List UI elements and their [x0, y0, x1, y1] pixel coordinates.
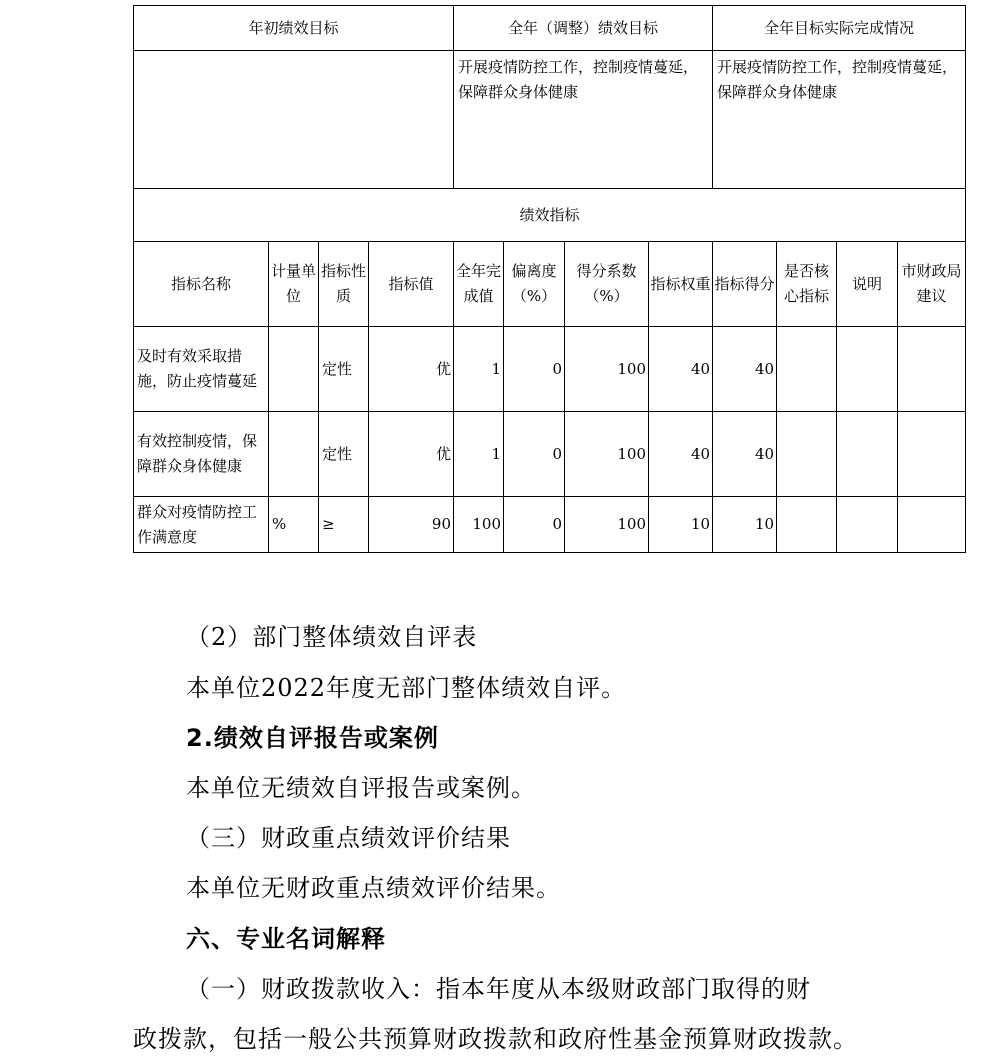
goal-header-row: [134, 6, 966, 51]
core-cell: [777, 497, 837, 553]
notes-cell: [837, 497, 898, 553]
notes-cell: [837, 327, 898, 412]
core-cell: [777, 327, 837, 412]
score-cell: 10: [713, 497, 777, 553]
body-paragraph: 本单位2022年度无部门整体绩效自评。: [186, 674, 627, 702]
target-value-cell: 优: [369, 327, 454, 412]
unit-cell: [269, 412, 319, 497]
section-heading: 六、专业名词解释: [186, 925, 386, 953]
actual-value-cell: 1: [454, 412, 504, 497]
indicator-name: 群众对疫情防控工作满意度: [134, 497, 269, 553]
table-row: [134, 497, 966, 553]
col-actual-value: 全年完成值: [454, 242, 504, 327]
col-score-coefficient: 得分系数（%）: [565, 242, 649, 327]
target-value-cell: 优: [369, 412, 454, 497]
actual-value-cell: 1: [454, 327, 504, 412]
column-header-row: [134, 242, 966, 327]
definition-paragraph: （一）财政拨款收入：指本年度从本级财政部门取得的财: [186, 975, 811, 1003]
suggestion-cell: [898, 327, 966, 412]
goal-value-initial: [134, 51, 454, 189]
actual-value-cell: 100: [454, 497, 504, 553]
coefficient-cell: 100: [565, 412, 649, 497]
weight-cell: 40: [649, 412, 713, 497]
col-indicator-name: 指标名称: [134, 242, 269, 327]
core-cell: [777, 412, 837, 497]
section-heading: 2.绩效自评报告或案例: [186, 724, 439, 752]
goal-value-row: [134, 51, 966, 189]
section-title: 绩效指标: [134, 189, 966, 242]
deviation-cell: 0: [504, 497, 565, 553]
definition-paragraph-continued: 政拨款，包括一般公共预算财政拨款和政府性基金预算财政拨款。: [133, 1025, 858, 1053]
col-finance-suggestion: 市财政局建议: [898, 242, 966, 327]
weight-cell: 40: [649, 327, 713, 412]
weight-cell: 10: [649, 497, 713, 553]
col-target-value: 指标值: [369, 242, 454, 327]
nature-cell: 定性: [319, 412, 369, 497]
goal-value-actual: 开展疫情防控工作，控制疫情蔓延，保障群众身体健康: [713, 51, 966, 189]
unit-cell: [269, 327, 319, 412]
deviation-cell: 0: [504, 412, 565, 497]
table-row: [134, 412, 966, 497]
nature-cell: ≥: [319, 497, 369, 553]
col-score: 指标得分: [713, 242, 777, 327]
subsection-heading: （三）财政重点绩效评价结果: [186, 824, 511, 852]
goal-header-actual: 全年目标实际完成情况: [713, 6, 966, 51]
performance-table: [133, 5, 966, 553]
col-unit: 计量单位: [269, 242, 319, 327]
section-title-row: [134, 189, 966, 242]
coefficient-cell: 100: [565, 327, 649, 412]
table-row: [134, 327, 966, 412]
unit-cell: %: [269, 497, 319, 553]
coefficient-cell: 100: [565, 497, 649, 553]
body-paragraph: 本单位无财政重点绩效评价结果。: [186, 874, 561, 902]
goal-value-adjusted: 开展疫情防控工作，控制疫情蔓延，保障群众身体健康: [454, 51, 713, 189]
goal-header-adjusted: 全年（调整）绩效目标: [454, 6, 713, 51]
score-cell: 40: [713, 412, 777, 497]
target-value-cell: 90: [369, 497, 454, 553]
deviation-cell: 0: [504, 327, 565, 412]
subsection-heading: （2）部门整体绩效自评表: [186, 623, 478, 651]
suggestion-cell: [898, 412, 966, 497]
indicator-name: 有效控制疫情，保障群众身体健康: [134, 412, 269, 497]
col-core-indicator: 是否核心指标: [777, 242, 837, 327]
col-notes: 说明: [837, 242, 898, 327]
notes-cell: [837, 412, 898, 497]
col-nature: 指标性质: [319, 242, 369, 327]
nature-cell: 定性: [319, 327, 369, 412]
col-deviation: 偏离度（%）: [504, 242, 565, 327]
score-cell: 40: [713, 327, 777, 412]
body-paragraph: 本单位无绩效自评报告或案例。: [186, 774, 536, 802]
goal-header-initial: 年初绩效目标: [134, 6, 454, 51]
suggestion-cell: [898, 497, 966, 553]
col-weight: 指标权重: [649, 242, 713, 327]
indicator-name: 及时有效采取措施，防止疫情蔓延: [134, 327, 269, 412]
